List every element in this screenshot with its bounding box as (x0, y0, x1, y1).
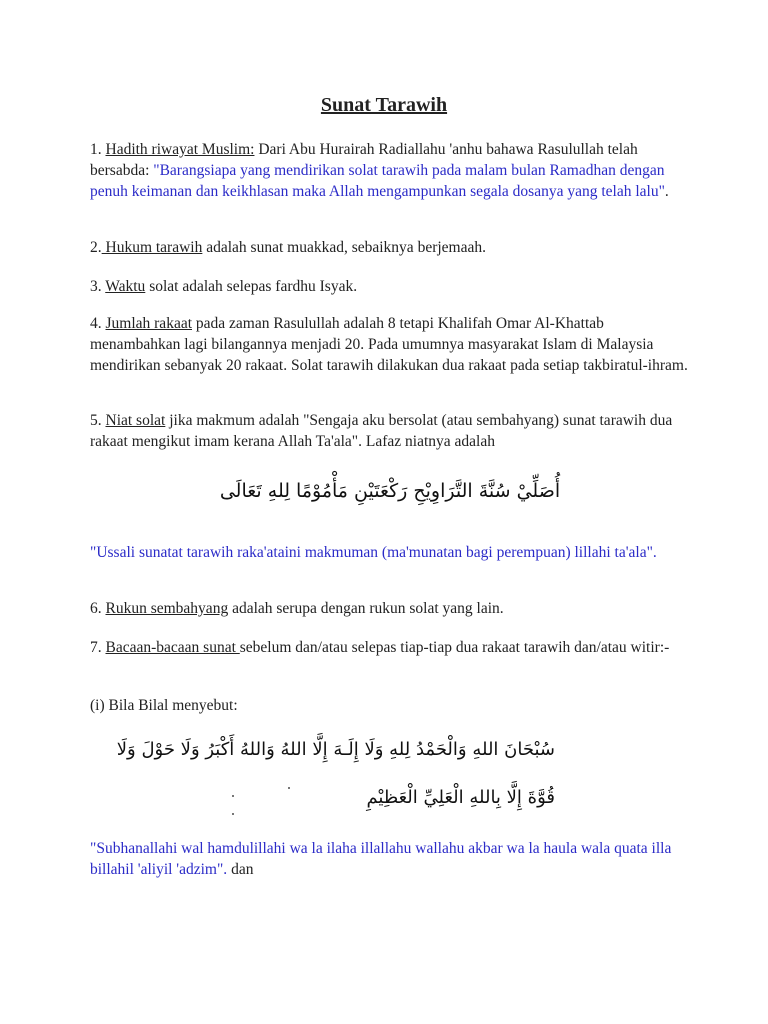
bilal-line: (i) Bila Bilal menyebut: (90, 697, 238, 714)
paragraph-tasbih-transliteration: "Subhanallahi wal hamdulillahi wa la ilaha illallahu wallahu akbar wa la haula wala quata illa billahil 'aliyil 'adzim". dan (90, 840, 672, 878)
tasbih-transliteration: "Subhanallahi wal hamdulillahi wa la ilaha illallahu wallahu akbar wa la haula wala quata illa billahil 'aliyil 'adzim". (90, 840, 672, 878)
page-title: Sunat Tarawih (320, 94, 448, 116)
scan-speck (232, 795, 234, 797)
paragraph-rukun: 6. Rukun sembahyang adalah serupa dengan rukun solat yang lain. (90, 600, 504, 617)
paragraph-waktu: 3. Waktu solat adalah selepas fardhu Isyak. (90, 278, 358, 295)
label-waktu: Waktu (105, 278, 146, 295)
label-rukun: Rukun sembahyang (105, 600, 229, 617)
arabic-niat: أُصَلِّيْ سُنَّةَ التَّرَاوِيْحِ رَكْعَتَيْنِ مَأْمُوْمًا لِلهِ تَعَالَى (219, 480, 561, 502)
label-jumlah-rakaat: Jumlah rakaat (105, 315, 193, 332)
label-hukum: Hukum tarawih (101, 239, 203, 256)
paragraph-hukum: 2. Hukum tarawih adalah sunat muakkad, sebaiknya berjemaah. (90, 239, 486, 256)
paragraph-jumlah-rakaat: 4. Jumlah rakaat pada zaman Rasulullah adalah 8 tetapi Khalifah Omar Al-Khattab menambahkan lagi bilangannya menjadi 20. Pada umumnya masyarakat Islam di Malaysia mendirikan sebanyak 20 rakaat. Solat tarawih dilakukan dua rakaat pada setiap takbiratul-ihram. (90, 315, 688, 374)
arabic-tasbih-line-2: قُوَّةَ إِلَّا بِاللهِ الْعَلِيِّ الْعَظِيْمِ (366, 787, 555, 808)
niat-transliteration: "Ussali sunatat tarawih raka'ataini makmuman (ma'munatan bagi perempuan) lillahi ta'ala". (90, 544, 657, 561)
paragraph-hadith: 1. Hadith riwayat Muslim: Dari Abu Hurairah Radiallahu 'anhu bahawa Rasulullah telah bersabda: "Barangsiapa yang mendirikan solat tarawih pada malam bulan Ramadhan dengan penuh keimanan dan keikhlasan maka Allah mengampunkan segala dosanya yang telah lalu". (90, 141, 669, 200)
paragraph-bacaan: 7. Bacaan-bacaan sunat sebelum dan/atau selepas tiap-tiap dua rakaat tarawih dan/atau witir:- (90, 639, 670, 656)
scan-speck (288, 787, 290, 789)
hadith-quote: "Barangsiapa yang mendirikan solat tarawih pada malam bulan Ramadhan dengan penuh keimanan dan keikhlasan maka Allah mengampunkan segala dosanya yang telah lalu" (90, 162, 665, 200)
label-bacaan: Bacaan-bacaan sunat (105, 639, 240, 656)
arabic-tasbih-line-1: سُبْحَانَ اللهِ وَالْحَمْدُ لِلهِ وَلَا إِلَـهَ إِلَّا اللهُ وَاللهُ أَكْبَرُ وَلَا حَوْلَ وَلَا (116, 739, 555, 760)
label-niat: Niat solat (105, 412, 166, 429)
scan-speck (232, 813, 234, 815)
paragraph-niat: 5. Niat solat jika makmum adalah "Sengaja aku bersolat (atau sembahyang) sunat tarawih dua rakaat mengikut imam kerana Allah Ta'ala". Lafaz niatnya adalah (90, 412, 673, 450)
label-hadith: Hadith riwayat Muslim: (105, 141, 255, 158)
